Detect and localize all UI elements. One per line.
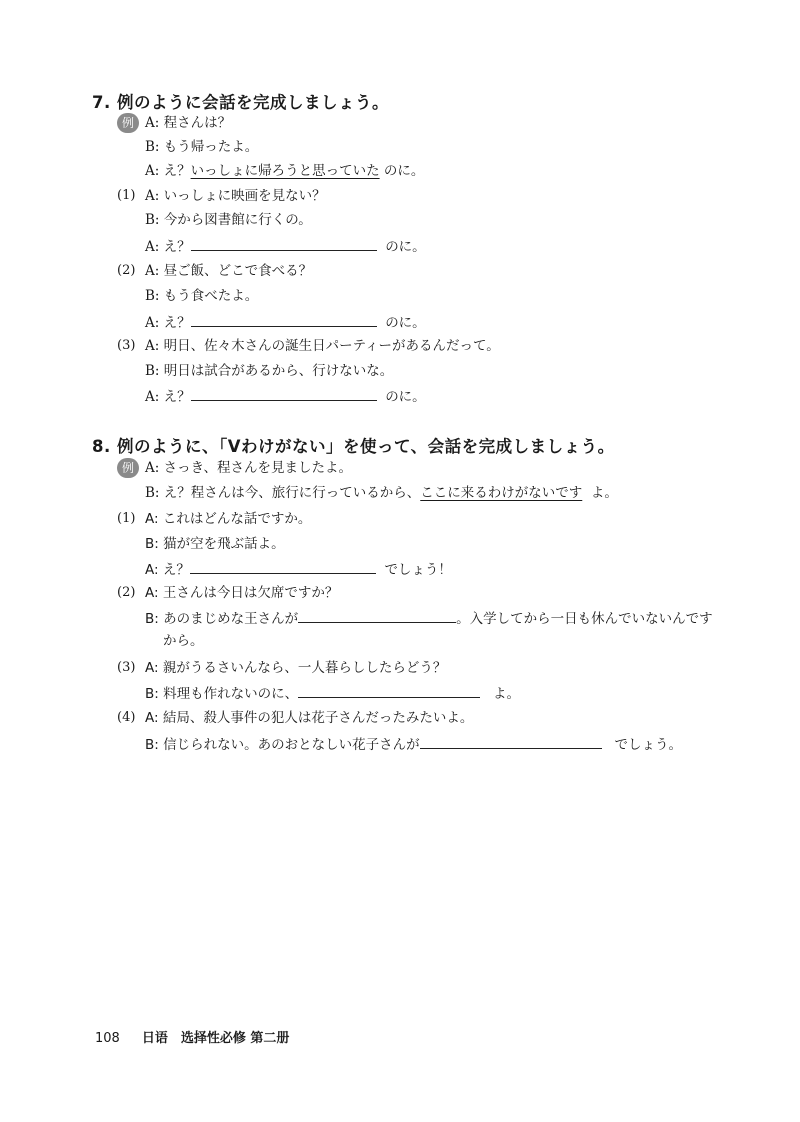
item-number: (4) xyxy=(117,710,136,725)
example-line-b1: B: もう帰ったよ。 xyxy=(145,139,259,155)
item-number: (3) xyxy=(117,660,136,675)
item-line-b: B: 猫が空を飛ぶ話よ。 xyxy=(145,536,285,552)
example-answer: ここに来るわけがないです xyxy=(420,485,583,501)
answer-blank[interactable] xyxy=(191,386,377,401)
item-line-answer xyxy=(145,559,452,579)
answer-blank[interactable] xyxy=(420,734,602,749)
answer-suffix: のに。 xyxy=(385,315,426,331)
example-line-a1: A: 程さんは？ xyxy=(145,115,232,131)
item-line-a: A: 親がうるさいんなら、一人暮らししたらどう？ xyxy=(145,660,447,676)
item-line-a: A: 結局、殺人事件の犯人は花子さんだったみたいよ。 xyxy=(145,710,474,726)
item-line-a: A: これはどんな話ですか。 xyxy=(145,511,312,527)
answer-blank[interactable] xyxy=(191,312,377,327)
example-prefix: B: え？程さんは今、旅行に行っているから、 xyxy=(145,485,421,501)
answer-suffix: よ。 xyxy=(492,686,520,702)
example-line-a2 xyxy=(145,162,424,180)
item-line-b xyxy=(145,683,520,703)
item-line-b: B: 今から図書館に行くの。 xyxy=(145,212,312,228)
item-line-a: A: 明日、佐々木さんの誕生日パーティーがあるんだって。 xyxy=(145,338,500,354)
page-number: 108 xyxy=(95,1031,120,1046)
example-answer: いっしょに帰ろうと思っていた xyxy=(190,163,380,179)
answer-suffix: でしょう！ xyxy=(384,562,452,578)
item-line-a: A: 王さんは今日は欠席ですか？ xyxy=(145,585,339,601)
item-number: (1) xyxy=(117,188,136,203)
example-badge: 例 xyxy=(117,458,139,478)
answer-suffix: のに。 xyxy=(385,389,426,405)
example-prefix: A: え？ xyxy=(145,163,191,179)
item-line-b xyxy=(145,734,682,754)
page-footer xyxy=(95,1027,289,1046)
item-number: (2) xyxy=(117,585,136,600)
section-8-title: 8. 例のように、「Vわけがない」を使って、会話を完成しましょう。 xyxy=(92,437,615,456)
example-line-a: A: さっき、程さんを見ましたよ。 xyxy=(145,460,353,476)
answer-prefix: B: あのまじめな王さんが xyxy=(145,611,299,627)
answer-blank[interactable] xyxy=(298,608,456,623)
answer-prefix: B: 信じられない。あのおとなしい花子さんが xyxy=(145,737,420,753)
answer-prefix: A: え？ xyxy=(145,239,191,255)
item-line-a: A: いっしょに映画を見ない？ xyxy=(145,188,326,204)
item-line-answer xyxy=(145,386,426,406)
answer-blank[interactable] xyxy=(190,559,376,574)
example-line-b xyxy=(145,484,618,502)
example-suffix: のに。 xyxy=(383,163,425,179)
answer-blank[interactable] xyxy=(298,683,480,698)
example-suffix: よ。 xyxy=(590,485,618,501)
item-line-a: A: 昼ご飯、どこで食べる？ xyxy=(145,263,313,279)
answer-suffix: 。入学してから一日も休んでいないんです xyxy=(456,611,713,627)
section-7-title: 7. 例のように会話を完成しましょう。 xyxy=(92,93,389,112)
answer-prefix: B: 料理も作れないのに、 xyxy=(145,686,299,702)
item-line-continuation: から。 xyxy=(163,633,204,649)
answer-prefix: A: え？ xyxy=(145,315,191,331)
answer-suffix: でしょう。 xyxy=(614,737,682,753)
item-line-b: B: もう食べたよ。 xyxy=(145,288,259,304)
answer-prefix: A: え？ xyxy=(145,562,190,578)
book-title: 日语 选择性必修 第二册 xyxy=(141,1031,290,1046)
answer-suffix: のに。 xyxy=(385,239,426,255)
item-number: (3) xyxy=(117,338,136,353)
answer-blank[interactable] xyxy=(191,236,377,251)
item-line-b xyxy=(145,608,713,628)
item-number: (1) xyxy=(117,511,136,526)
item-line-answer xyxy=(145,312,426,332)
example-badge: 例 xyxy=(117,113,139,133)
item-line-b: B: 明日は試合があるから、行けないな。 xyxy=(145,363,394,379)
item-line-answer xyxy=(145,236,426,256)
answer-prefix: A: え？ xyxy=(145,389,191,405)
item-number: (2) xyxy=(117,263,136,278)
